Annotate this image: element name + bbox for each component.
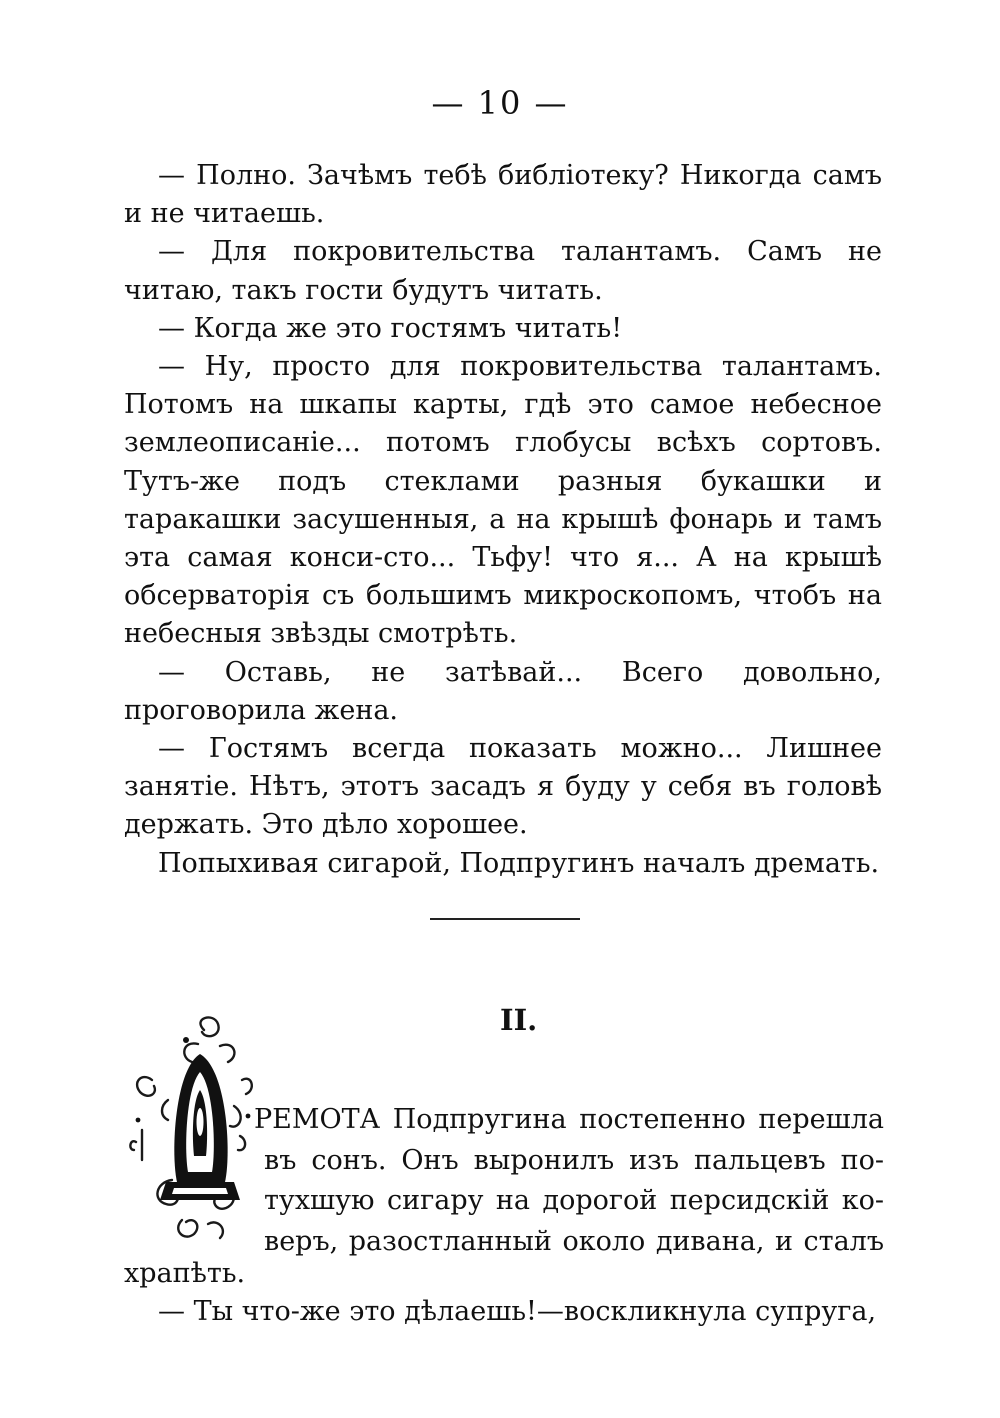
chapter-line: веръ, разостланный около дивана, и сталъ — [264, 1225, 884, 1257]
paragraph: — Ты что-же это дѣлаешь!—воскликнула супруга, — [158, 1296, 877, 1328]
ornament-flourish-icon — [122, 1010, 256, 1250]
paragraph: храпѣть. — [124, 1258, 246, 1289]
paragraph: — Гостямъ всегда показать можно... Лишнее занятіе. Нѣтъ, этотъ засадъ я буду у себя въ головѣ держать. Это дѣло хорошее. — [124, 733, 882, 841]
paragraph: — Полно. Зачѣмъ тебѣ библіотеку? Никогда самъ и не читаешь. — [124, 160, 882, 230]
body-text-continued — [124, 1255, 882, 1331]
paragraph: — Ну, просто для покровительства талантамъ. Потомъ на шкапы карты, гдѣ это самое небесное землеописаніе... потомъ глобусы всѣхъ сортовъ. Тутъ-же подъ стеклами разныя букашки и таракашки засушенныя, а на крышѣ фонарь и тамъ эта самая конси-сто... Тьфу! что я... А на крышѣ обсерваторія съ большимъ микроскопомъ, чтобъ на небесныя звѣзды смотрѣть. — [124, 351, 882, 650]
paragraph: — Для покровительства талантамъ. Самъ не читаю, такъ гости будутъ читать. — [124, 236, 882, 306]
paragraph: Попыхивая сигарой, Подпругинъ началъ дремать. — [158, 847, 880, 879]
page-number: — 10 — — [431, 84, 569, 122]
decorative-initial — [122, 1010, 256, 1250]
chapter-line: РЕМОТА Подпругина постепенно перешла — [254, 1104, 884, 1135]
section-divider — [430, 918, 580, 920]
paragraph: — Оставь, не затѣвай... Всего довольно, проговорила жена. — [124, 656, 882, 726]
paragraph: — Когда же это гостямъ читать! — [158, 312, 623, 344]
chapter-heading: II. — [500, 1003, 538, 1037]
chapter-line: въ сонъ. Онъ выронилъ изъ пальцевъ по- — [264, 1144, 884, 1176]
chapter-line: тухшую сигару на дорогой персидскій ко- — [264, 1185, 884, 1216]
chapter-opening — [254, 1100, 884, 1262]
body-text — [124, 157, 882, 883]
